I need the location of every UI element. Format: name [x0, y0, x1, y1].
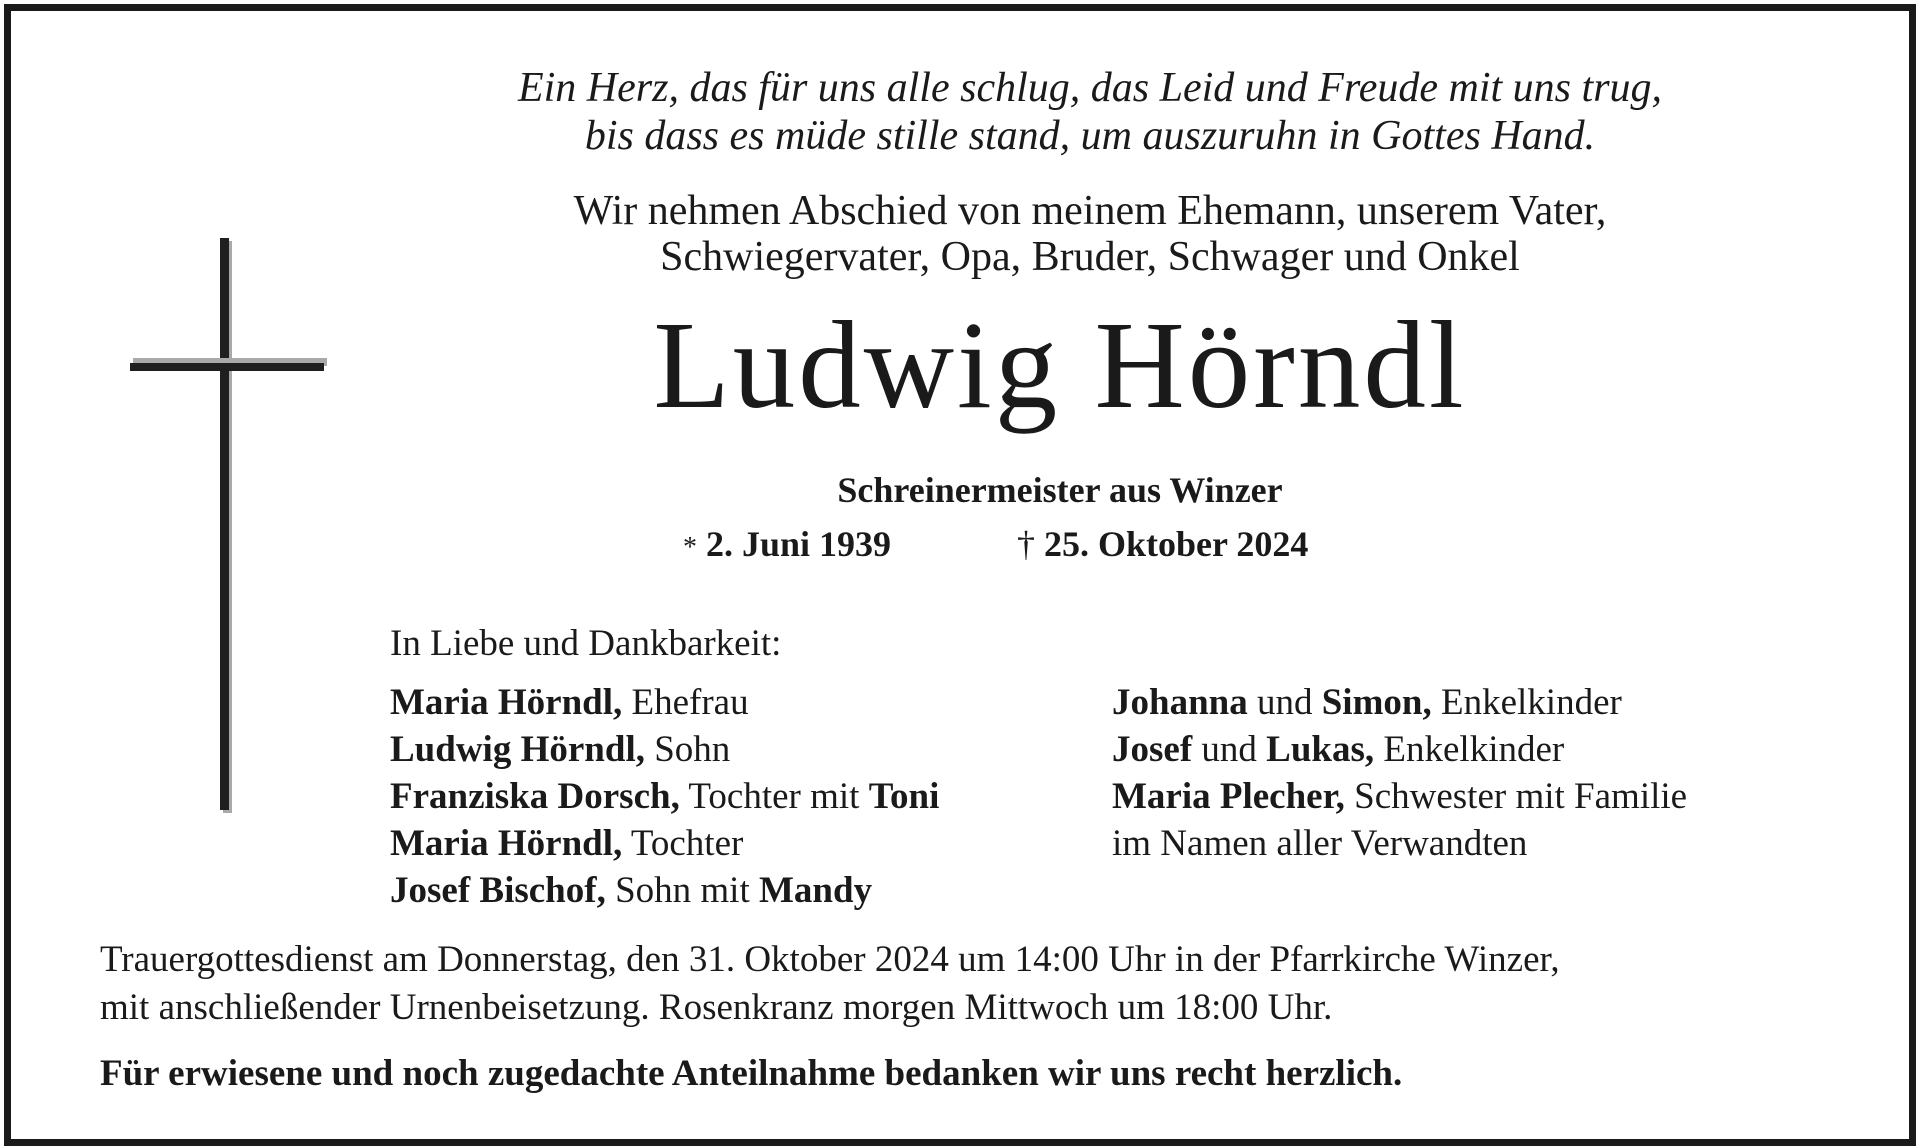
mourner-role: Schwester mit Familie: [1344, 776, 1688, 817]
list-item: [1112, 726, 1687, 773]
service-line-1: Trauergottesdienst am Donnerstag, den 31. Oktober 2024 um 14:00 Uhr in der Pfarrkirche Winzer,: [100, 939, 1560, 980]
mourner-role: Sohn mit: [605, 870, 759, 911]
mourner-role: Tochter mit: [679, 776, 869, 817]
death-date-text: 25. Oktober 2024: [1044, 524, 1309, 564]
mourner-name: Josef: [1112, 729, 1193, 770]
list-item: [1112, 773, 1687, 820]
mourner-role: Enkelkinder: [1374, 729, 1565, 770]
service-info: [100, 936, 1560, 1032]
intro-line-2: Schwiegervater, Opa, Bruder, Schwager und Onkel: [660, 234, 1520, 280]
mourner-name: Franziska Dorsch,: [390, 776, 680, 817]
thanks-note: Für erwiesene und noch zugedachte Anteilnahme bedanken wir uns recht herzlich.: [100, 1053, 1403, 1094]
quote-line-1: Ein Herz, das für uns alle schlug, das Leid und Freude mit uns trug,: [517, 65, 1663, 111]
birth-date-text: 2. Juni 1939: [706, 524, 892, 564]
birth-symbol: *: [683, 532, 697, 563]
mourners-left-column: [390, 679, 939, 914]
mourner-role: Tochter: [622, 823, 744, 864]
list-item: [390, 679, 939, 726]
list-item: [1112, 679, 1687, 726]
deceased-name: Ludwig Hörndl: [653, 297, 1467, 435]
death-symbol: †: [1017, 524, 1035, 564]
mourner-role: Enkelkinder: [1431, 682, 1622, 723]
mourner-role: Ehefrau: [622, 682, 749, 723]
mourner-conjunction: und: [1247, 682, 1322, 723]
mourner-name: Ludwig Hörndl,: [390, 729, 645, 770]
quote-line-2: bis dass es müde stille stand, um auszuruhn in Gottes Hand.: [584, 113, 1596, 159]
mourners-intro: In Liebe und Dankbarkeit:: [390, 623, 782, 664]
list-item: [1112, 820, 1687, 867]
deceased-profession: Schreinermeister aus Winzer: [837, 470, 1283, 510]
mourner-role: im Namen aller Verwandten: [1112, 823, 1528, 864]
list-item: [390, 726, 939, 773]
mourner-name: Maria Plecher,: [1112, 776, 1345, 817]
mourner-name: Maria Hörndl,: [390, 823, 623, 864]
list-item: [390, 867, 939, 914]
mourner-conjunction: und: [1192, 729, 1267, 770]
birth-date: [683, 522, 891, 570]
intro-line-1: Wir nehmen Abschied von meinem Ehemann, unserem Vater,: [573, 188, 1607, 234]
mourner-name: Josef Bischof,: [390, 870, 606, 911]
service-line-2: mit anschließender Urnenbeisetzung. Rosenkranz morgen Mittwoch um 18:00 Uhr.: [100, 987, 1333, 1028]
mourners-right-column: [1112, 679, 1687, 867]
list-item: [390, 820, 939, 867]
mourner-extra: Mandy: [759, 870, 873, 911]
death-date: [1017, 522, 1308, 566]
mourner-role: Sohn: [644, 729, 731, 770]
mourner-name-2: Lukas,: [1266, 729, 1375, 770]
mourner-name-2: Simon,: [1321, 682, 1432, 723]
mourner-extra: Toni: [868, 776, 940, 817]
list-item: [390, 773, 939, 820]
mourner-name: Maria Hörndl,: [390, 682, 623, 723]
mourner-name: Johanna: [1112, 682, 1248, 723]
